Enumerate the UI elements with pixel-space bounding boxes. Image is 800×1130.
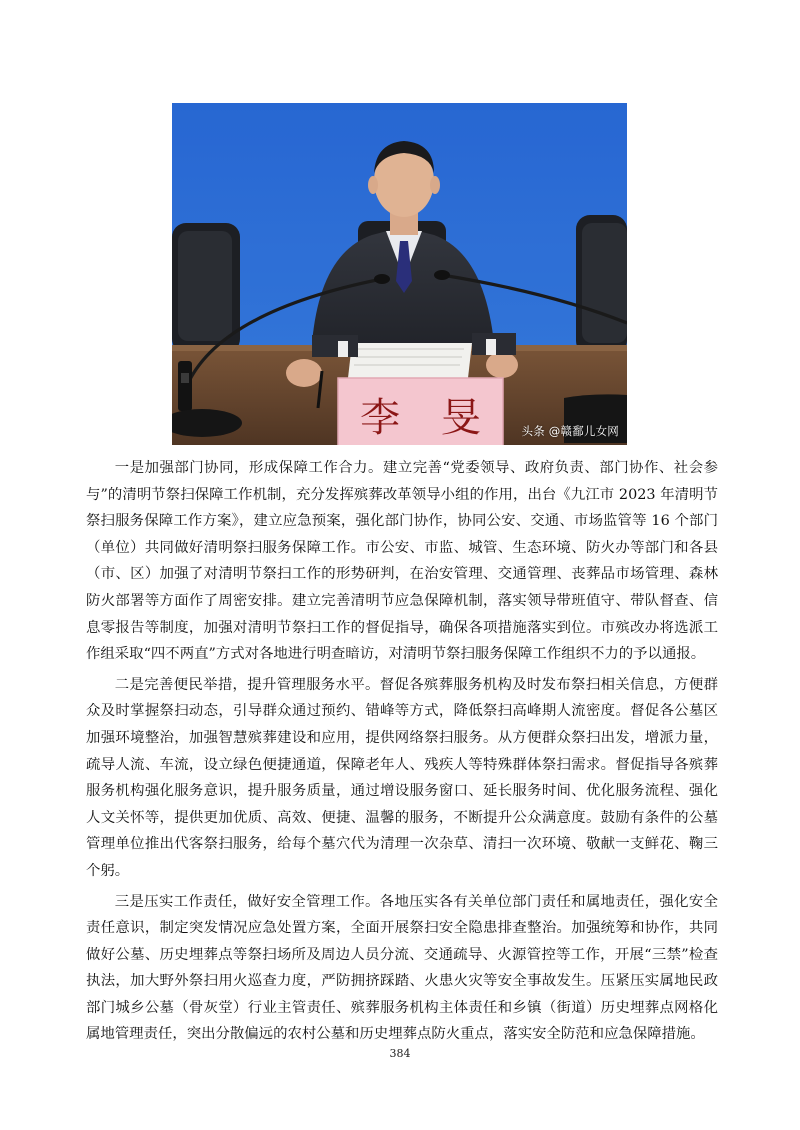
press-photo (172, 103, 627, 445)
page-number: 384 (389, 1047, 411, 1060)
article-body (86, 455, 718, 1052)
paragraph-3: 三是压实工作责任，做好安全管理工作。各地压实各有关单位部门责任和属地责任，强化安全责任意识，制定突发情况应急处置方案，全面开展祭扫安全隐患排查整治。加强统筹和协作，共同做好公墓、历史埋葬点等祭扫场所及周边人员分流、交通疏导、火源管控等工作，开展“三禁”检查执法，加大野外祭扫用火巡查力度，严防拥挤踩踏、火患火灾等安全事故发生。压紧压实属地民政部门城乡公墓（骨灰堂）行业主管责任、殡葬服务机构主体责任和乡镇（街道）历史埋葬点网格化属地管理责任，突出分散偏远的农村公墓和历史埋葬点防火重点，落实安全防范和应急保障措施。 (86, 893, 718, 1043)
photo-watermark: 头条 @赣鄱儿女网 (521, 424, 619, 438)
nameplate-text: 李 旻 (360, 394, 495, 441)
paragraph-1: 一是加强部门协同，形成保障工作合力。建立完善“党委领导、政府负责、部门协作、社会参与”的清明节祭扫保障工作机制，充分发挥殡葬改革领导小组的作用，出台《九江市 2023 年清明节祭扫服务保障工作方案》，建立应急预案，强化部门协作，协同公安、交通、市场监管等 16 个部门（单位）共同做好清明祭扫服务保障工作。市公安、市监、城管、生态环境、防火办等部门和各县（市、区）加强了对清明节祭扫工作的形势研判，在治安管理、交通管理、丧葬品市场管理、森林防火部署等方面作了周密安排。建立完善清明节应急保障机制，落实领导带班值守、带队督查、信息零报告等制度，加强对清明节祭扫工作的督促指导，确保各项措施落实到位。市殡改办将选派工作组采取“四不两直”方式对各地进行明查暗访，对清明节祭扫服务保障工作组织不力的予以通报。 (86, 460, 718, 663)
paragraph-2: 二是完善便民举措，提升管理服务水平。督促各殡葬服务机构及时发布祭扫相关信息，方便群众及时掌握祭扫动态，引导群众通过预约、错峰等方式，降低祭扫高峰期人流密度。督促各公墓区加强环境整治，加强智慧殡葬建设和应用，提供网络祭扫服务。从方便群众祭扫出发，增派力量，疏导人流、车流，设立绿色便捷通道，保障老年人、残疾人等特殊群体祭扫需求。督促指导各殡葬服务机构强化服务意识，提升服务质量，通过增设服务窗口、延长服务时间、优化服务流程、强化人文关怀等，提供更加优质、高效、便捷、温馨的服务，不断提升公众满意度。鼓励有条件的公墓管理单位推出代客祭扫服务，给每个墓穴代为清理一次杂草、清扫一次环境、敬献一支鲜花、鞠三个躬。 (86, 676, 718, 879)
